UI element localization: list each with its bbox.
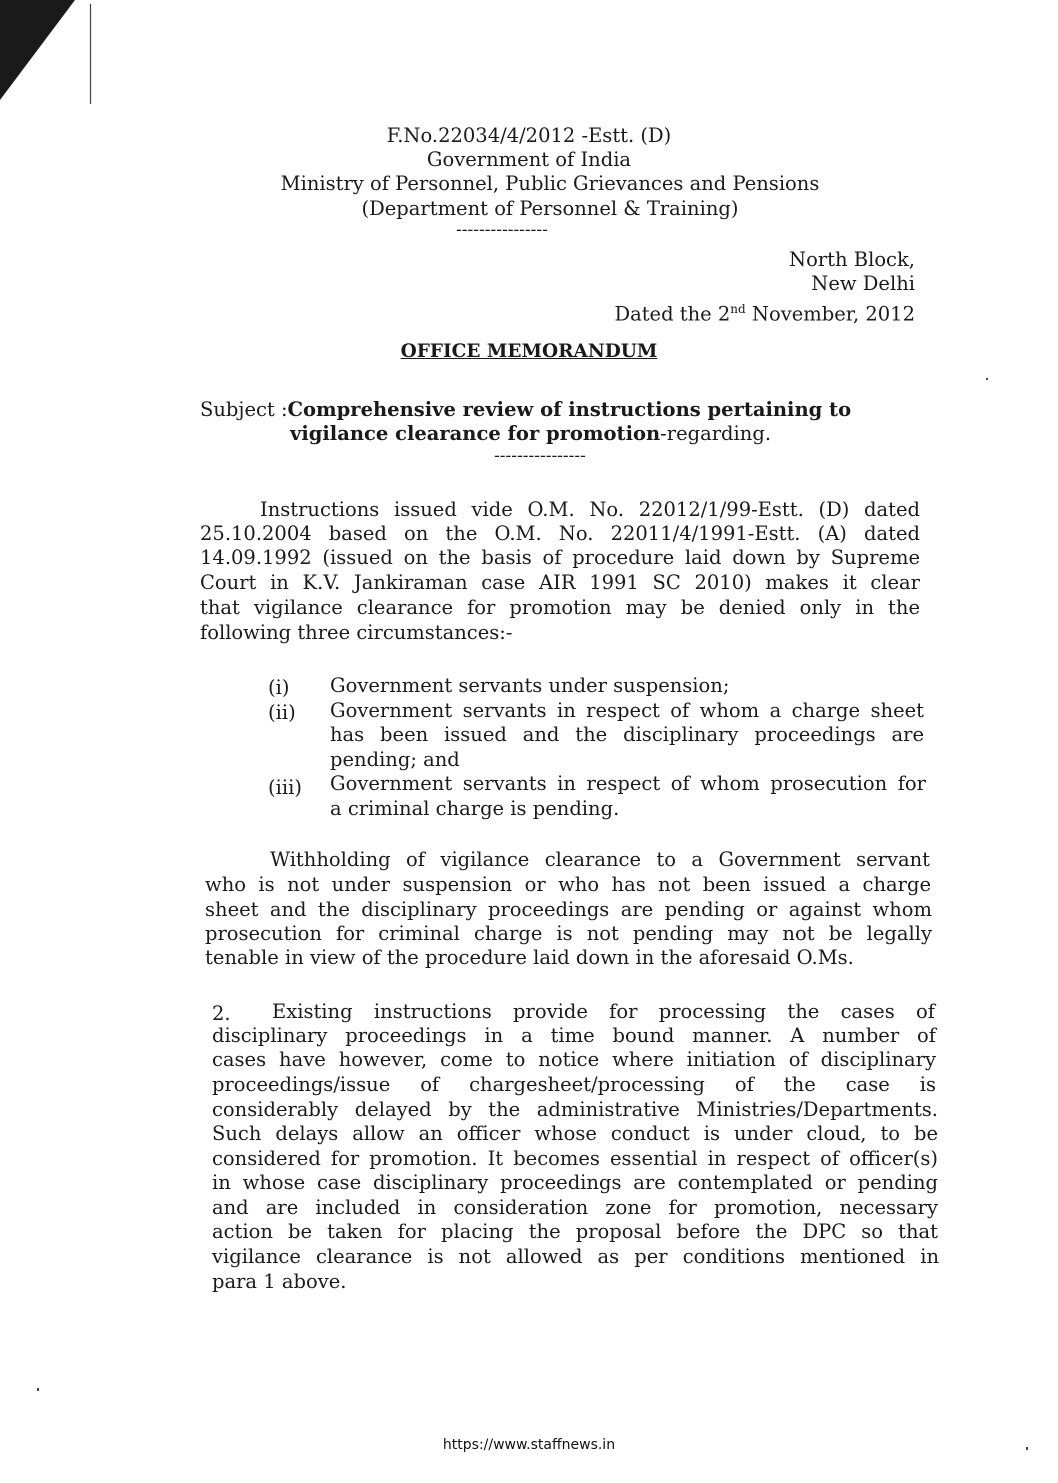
list-item-line: a criminal charge is pending. — [330, 797, 620, 820]
para2-line: action be taken for placing the proposal before the DPC so that — [212, 1220, 938, 1243]
para1-line: following three circumstances:- — [200, 621, 513, 644]
scan-speck — [986, 378, 988, 380]
scan-corner-shadow — [0, 0, 75, 100]
para2-line: proceedings/issue of chargesheet/processing of the case is — [212, 1073, 936, 1096]
withholding-line: Withholding of vigilance clearance to a Government servant — [270, 848, 930, 871]
government-line: Government of India — [426, 148, 632, 171]
footer-url[interactable]: https://www.staffnews.in — [442, 1437, 616, 1453]
list-number: (i) — [268, 676, 290, 699]
date-suffix: November, 2012 — [745, 302, 915, 326]
para2-line: Such delays allow an officer whose conduct is under cloud, to be — [212, 1122, 938, 1145]
list-item-line: Government servants under suspension; — [330, 674, 730, 697]
withholding-line: who is not under suspension or who has not been issued a charge — [205, 873, 931, 896]
date-prefix: Dated the 2 — [614, 302, 731, 326]
subject-divider: ---------------- — [494, 446, 586, 466]
para2-line: vigilance clearance is not allowed as per conditions mentioned in — [212, 1245, 939, 1268]
subject-rest: -regarding. — [660, 422, 772, 445]
scan-speck — [37, 1388, 39, 1391]
list-number: (iii) — [268, 776, 302, 799]
para1-line: Court in K.V. Jankiraman case AIR 1991 SC 2010) makes it clear — [200, 571, 920, 594]
para2-line: para 1 above. — [212, 1270, 347, 1293]
para2-line: in whose case disciplinary proceedings are contemplated or pending — [212, 1171, 938, 1194]
subject-label: Subject : — [200, 398, 288, 421]
address-line-1: North Block, — [789, 248, 915, 271]
list-number: (ii) — [268, 701, 296, 724]
para2-line: considerably delayed by the administrative Ministries/Departments. — [212, 1098, 938, 1121]
ministry-line: Ministry of Personnel, Public Grievances and Pensions — [280, 172, 820, 195]
list-item-line: Government servants in respect of whom a charge sheet — [330, 699, 924, 722]
subject-bold-2: vigilance clearance for promotion — [290, 422, 661, 445]
para1-line: that vigilance clearance for promotion may be denied only in the — [200, 596, 920, 619]
date-superscript: nd — [730, 302, 746, 316]
subject-line-1 — [200, 398, 920, 422]
para1-line: 14.09.1992 (issued on the basis of procedure laid down by Supreme — [200, 546, 920, 569]
para2-line: disciplinary proceedings in a time bound manner. A number of — [212, 1024, 936, 1047]
withholding-line: sheet and the disciplinary proceedings are pending or against whom — [205, 898, 932, 921]
subject-bold-1: Comprehensive review of instructions pertaining to — [287, 398, 852, 421]
withholding-line: prosecution for criminal charge is not pending may not be legally — [205, 922, 932, 945]
list-item-line: Government servants in respect of whom prosecution for — [330, 772, 926, 795]
list-item-line: has been issued and the disciplinary proceedings are — [330, 723, 924, 746]
para2-line: considered for promotion. It becomes essential in respect of officer(s) — [212, 1147, 938, 1170]
subject-line-2 — [290, 422, 771, 446]
department-line: (Department of Personnel & Training) — [361, 197, 739, 220]
file-number: F.No.22034/4/2012 -Estt. (D) — [386, 124, 672, 147]
header-divider: ---------------- — [456, 220, 548, 240]
para2-line: cases have however, come to notice where initiation of disciplinary — [212, 1048, 936, 1071]
para2-line: Existing instructions provide for processing the cases of — [272, 1000, 935, 1023]
date-line — [614, 297, 915, 327]
para1-line: 25.10.2004 based on the O.M. No. 22011/4/1991-Estt. (A) dated — [200, 522, 920, 545]
scan-edge-line — [89, 4, 92, 104]
list-item-line: pending; and — [330, 748, 460, 771]
para2-number: 2. — [212, 1002, 231, 1025]
address-line-2: New Delhi — [811, 272, 915, 295]
para1-line: Instructions issued vide O.M. No. 22012/1/99-Estt. (D) dated — [260, 498, 920, 521]
para2-line: and are included in consideration zone for promotion, necessary — [212, 1196, 938, 1219]
withholding-line: tenable in view of the procedure laid down in the aforesaid O.Ms. — [205, 946, 854, 969]
document-title: OFFICE MEMORANDUM — [400, 341, 658, 362]
